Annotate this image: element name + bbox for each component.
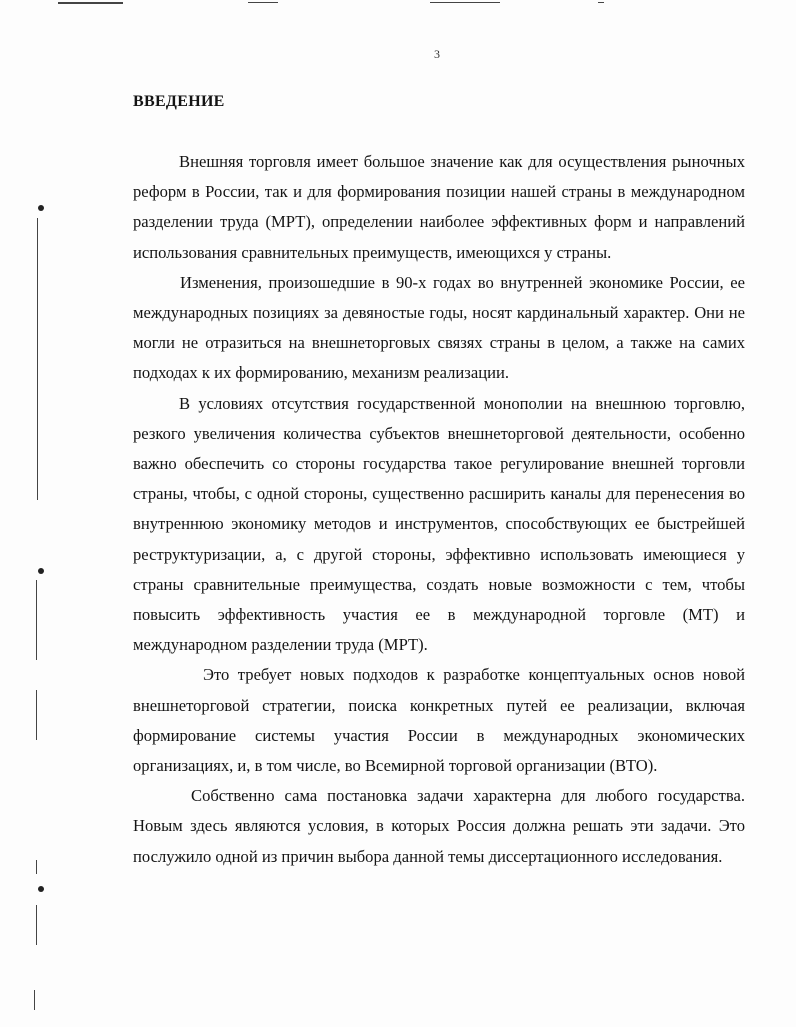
page-number: 3 <box>434 47 440 61</box>
margin-line-5 <box>36 905 37 945</box>
paragraph: Изменения, произошедшие в 90-х годах во внутренней экономике России, ее международных позициях за девяностые годы, носят кардинальный характер. Они не могли не отразиться на внешнеторговых связях страны в целом, а также на самих подходах к их формированию, механизм реализации. <box>133 272 745 383</box>
section-heading: ВВЕДЕНИЕ <box>133 93 225 110</box>
binding-hole-mark-3 <box>38 886 44 892</box>
scan-artifact-top-2 <box>248 2 278 3</box>
margin-line-1 <box>37 218 38 500</box>
margin-line-3 <box>36 690 37 740</box>
margin-line-2 <box>36 580 37 660</box>
paragraph: Собственно сама постановка задачи характерна для любого государства. Новым здесь являются условия, в которых Россия должна решать эти задачи. Это послужило одной из причин выбора данной темы диссертационного исследования. <box>133 786 745 866</box>
paragraph: Внешняя торговля имеет большое значение как для осуществления рыночных реформ в России, так и для формирования позиции нашей страны в международном разделении труда (МРТ), определении наиболее эффективных форм и направлений использования сравнительных преимуществ, имеющихся у страны. <box>133 152 745 262</box>
scan-artifact-top-3 <box>430 2 500 3</box>
paragraph: В условиях отсутствия государственной монополии на внешнюю торговлю, резкого увеличения количества субъектов внешнеторговой деятельности, особенно важно обеспечить со стороны государства такое регулирование внешней торговли страны, чтобы, с одной стороны, существенно расширить каналы для перенесения во внутреннюю экономику методов и инструментов, способствующих ее быстрейшей реструктуризации, а, с другой стороны, эффективно использовать имеющиеся у страны сравнительные преимущества, создать новые возможности с тем, чтобы повысить эффективность участия ее в международной торговле (МТ) и международном разделении труда (МРТ). <box>133 393 745 655</box>
binding-hole-mark-1 <box>38 205 44 211</box>
margin-line-6 <box>34 990 35 1010</box>
margin-line-4 <box>36 860 37 874</box>
body-text <box>133 147 745 872</box>
scan-artifact-top-1 <box>58 2 123 4</box>
paragraph: Это требует новых подходов к разработке концептуальных основ новой внешнеторговой стратегии, поиска конкретных путей ее реализации, включая формирование системы участия России в международных экономических организациях, и, в том числе, во Всемирной торговой организации (ВТО). <box>133 665 745 776</box>
binding-hole-mark-2 <box>38 568 44 574</box>
scan-artifact-top-4 <box>598 2 604 3</box>
